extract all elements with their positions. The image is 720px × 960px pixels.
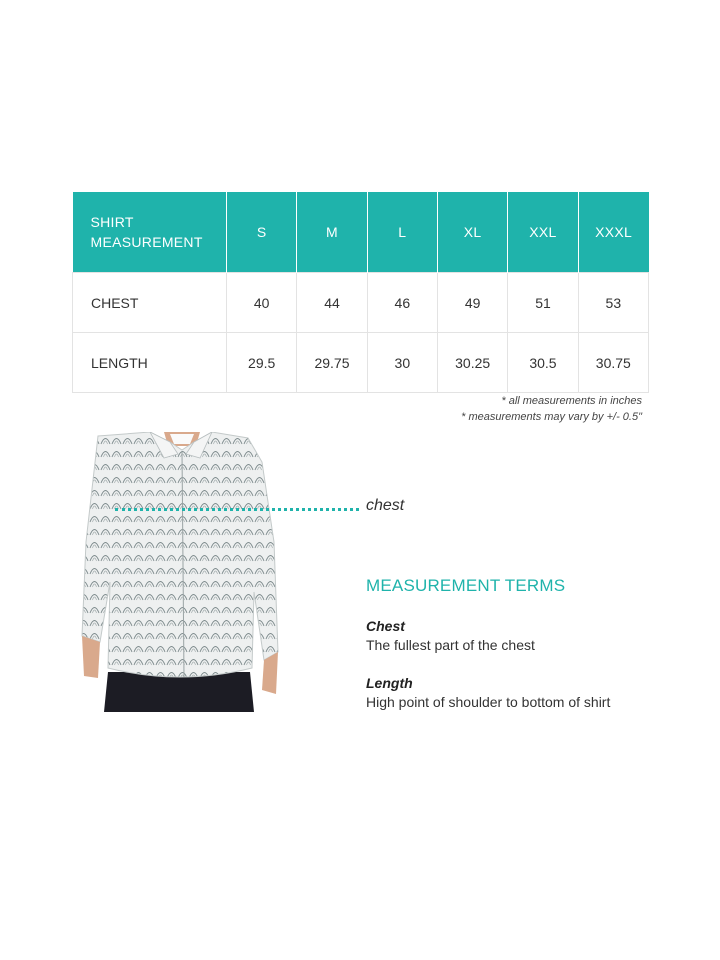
table-cell: 29.75: [297, 333, 367, 393]
header-size-l: L: [367, 192, 437, 273]
table-cell: 40: [227, 273, 297, 333]
chest-measurement-line: [115, 508, 359, 511]
shirt: [82, 432, 278, 677]
table-row: [73, 333, 649, 393]
term-length-description: High point of shoulder to bottom of shirt: [366, 694, 611, 710]
table-cell: 46: [367, 273, 437, 333]
header-size-xl: XL: [437, 192, 507, 273]
table-cell: 30.75: [578, 333, 648, 393]
table-cell: 30.5: [508, 333, 578, 393]
table-cell: 30.25: [437, 333, 507, 393]
header-size-s: S: [227, 192, 297, 273]
term-chest-description: The fullest part of the chest: [366, 637, 535, 653]
header-size-xxl: XXL: [508, 192, 578, 273]
header-size-m: M: [297, 192, 367, 273]
measurement-notes: [461, 393, 642, 425]
header-line-1: SHIRT: [90, 214, 134, 230]
term-length-title: Length: [366, 675, 413, 691]
table-row: [73, 273, 649, 333]
row-label-chest: CHEST: [73, 273, 227, 333]
table-cell: 49: [437, 273, 507, 333]
table-cell: 29.5: [227, 333, 297, 393]
note-variance: * measurements may vary by +/- 0.5": [461, 411, 642, 423]
chest-label: chest: [366, 497, 405, 514]
size-chart-table: [72, 192, 649, 393]
pants: [104, 672, 254, 712]
table-header-row: [73, 192, 649, 273]
header-line-2: MEASUREMENT: [90, 234, 203, 250]
table-cell: 53: [578, 273, 648, 333]
note-inches: * all measurements in inches: [501, 395, 642, 407]
left-hand: [82, 636, 100, 678]
header-shirt-measurement: [73, 192, 227, 273]
measurement-terms-heading: MEASUREMENT TERMS: [366, 576, 566, 595]
undershirt: [170, 434, 194, 444]
table-cell: 30: [367, 333, 437, 393]
term-chest-title: Chest: [366, 618, 405, 634]
header-size-xxxl: XXXL: [578, 192, 648, 273]
shirt-model-photo: [78, 432, 288, 712]
table-cell: 51: [508, 273, 578, 333]
row-label-length: LENGTH: [73, 333, 227, 393]
table-cell: 44: [297, 273, 367, 333]
